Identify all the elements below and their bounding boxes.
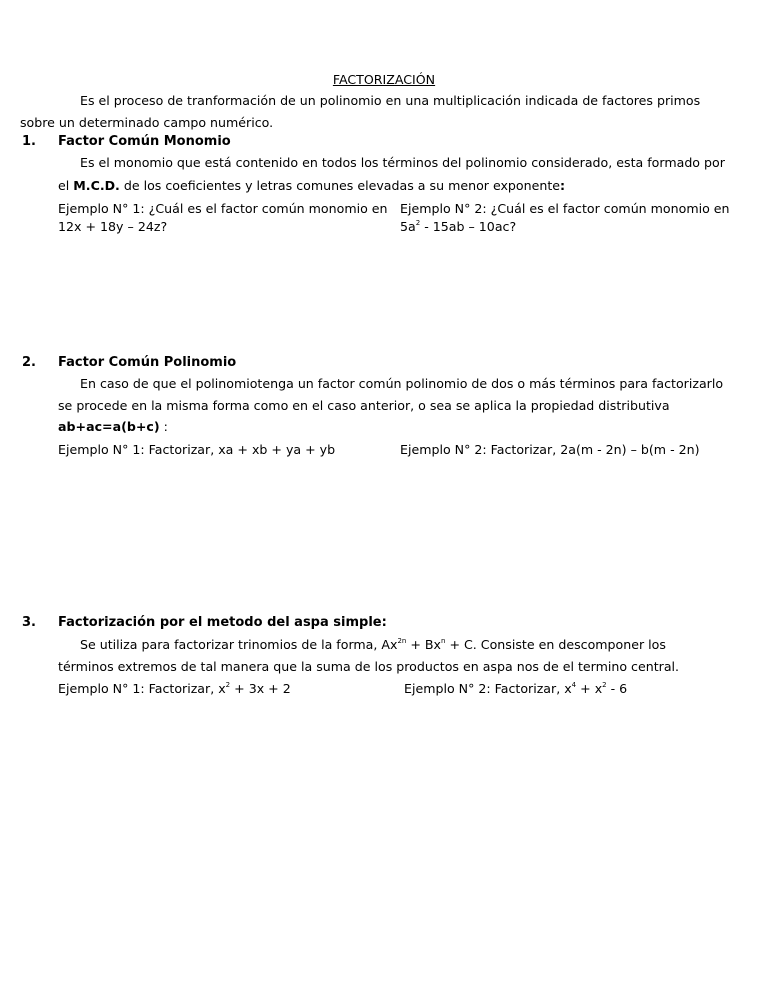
intro-line-1: Es el proceso de tranformación de un polinomio en una multiplicación indicada de factores primos <box>80 93 701 108</box>
section-2-formula: ab+ac=a(b+c) : <box>58 419 168 434</box>
section-2-line-1: En caso de que el polinomiotenga un factor común polinomio de dos o más términos para factorizarlo <box>80 376 724 391</box>
section-2-heading: Factor Común Polinomio <box>58 355 237 370</box>
section-3-line-2: términos extremos de tal manera que la suma de los productos en aspa nos de el termino central. <box>58 659 680 674</box>
section-3-number: 3. <box>22 615 36 630</box>
section-3-example-2: Ejemplo N° 2: Factorizar, $x^4 + x^2 - 6$ <box>404 681 628 696</box>
section-1-example-2-line-1: Ejemplo N° 2: ¿Cuál es el factor común monomio en <box>400 201 730 216</box>
section-1-number: 1. <box>22 134 36 149</box>
section-1-line-1: Es el monomio que está contenido en todos los términos del polinomio considerado, esta formado por <box>80 155 725 170</box>
section-1-example-1-line-2: 12x + 18y – 24z? <box>58 219 168 234</box>
section-3-heading: Factorización por el metodo del aspa simple: <box>58 615 387 630</box>
section-2-number: 2. <box>22 355 36 370</box>
section-3-line-1: Se utiliza para factorizar trinomios de la forma, $Ax^{2n} + Bx^n + C$. Consiste en descomponer los <box>80 637 666 652</box>
page-title: FACTORIZACIÓN <box>332 72 436 87</box>
section-2-line-2: se procede en la misma forma como en el caso anterior, o sea se aplica la propiedad distributiva <box>58 398 670 413</box>
intro-line-2: sobre un determinado campo numérico. <box>20 115 274 130</box>
section-3-example-1: Ejemplo N° 1: Factorizar, $x^2 + 3x + 2$ <box>58 681 291 696</box>
section-1-line-2: el M.C.D. de los coeficientes y letras comunes elevadas a su menor exponente: <box>58 178 566 193</box>
section-1-heading: Factor Común Monomio <box>58 134 231 149</box>
section-1-example-2-line-2: $5a^2 - 15ab - 10ac$? <box>400 219 517 234</box>
section-2-example-1: Ejemplo N° 1: Factorizar, xa + xb + ya + yb <box>58 442 336 457</box>
section-1-example-1-line-1: Ejemplo N° 1: ¿Cuál es el factor común monomio en <box>58 201 388 216</box>
section-2-example-2: Ejemplo N° 2: Factorizar, 2a(m - 2n) – b(m - 2n) <box>400 442 700 457</box>
